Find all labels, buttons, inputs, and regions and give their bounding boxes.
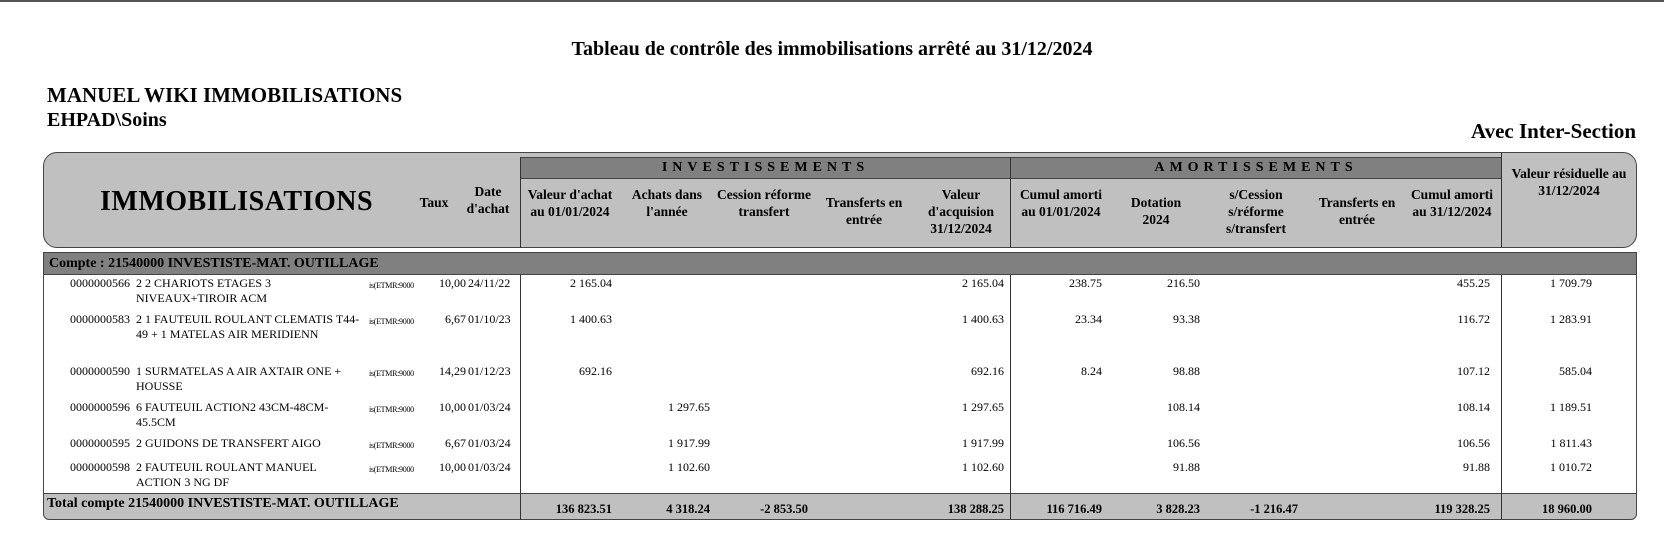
col-taux: Taux	[419, 195, 449, 210]
cell-cumul-debut: 238.75	[1069, 276, 1102, 290]
cell-date: 01/10/23	[468, 312, 511, 326]
company-name: MANUEL WIKI IMMOBILISATIONS	[47, 83, 403, 107]
cell-libelle: 2 FAUTEUIL ROULANT MANUEL ACTION 3 NG DF	[136, 460, 317, 489]
section-name: EHPAD\Soins	[47, 109, 167, 131]
cell-dotation: 98.88	[1173, 364, 1200, 378]
divider	[1010, 157, 1011, 248]
divider	[1010, 275, 1011, 493]
divider	[520, 493, 521, 520]
cell-dotation: 106.56	[1167, 436, 1200, 450]
cell-residuelle: 585.04	[1559, 364, 1592, 378]
divider	[520, 157, 521, 248]
cell-valeur-acq: 1 917.99	[962, 436, 1004, 450]
cell-cumul-fin: 91.88	[1463, 460, 1490, 474]
cell-cumul-fin: 455.25	[1457, 276, 1490, 290]
divider	[520, 275, 521, 493]
cell-code: 0000000583	[70, 312, 130, 326]
amortissements-band: AMORTISSEMENTS	[1011, 157, 1501, 179]
col-cumul-fin: Cumul amorti au 31/12/2024	[1410, 187, 1494, 219]
col-achats: Achats dans l'année	[631, 187, 703, 219]
top-border	[0, 0, 1664, 2]
cell-date: 01/12/23	[468, 364, 511, 378]
cell-libelle: 2 GUIDONS DE TRANSFERT AIGO	[136, 436, 321, 450]
cell-achats: 1 917.99	[668, 436, 710, 450]
account-header: Compte : 21540000 INVESTISTE-MAT. OUTILLAGE	[43, 252, 1637, 275]
cell-residuelle: 1 709.79	[1550, 276, 1592, 290]
cell-cumul-fin: 107.12	[1457, 364, 1490, 378]
col-valeur-acquisition: Valeur d'acquision 31/12/2024	[927, 187, 995, 236]
cell-dotation: 91.88	[1173, 460, 1200, 474]
total-valeur-residuelle: 18 960.00	[1542, 502, 1592, 516]
cell-method: is(ETMR:9000	[369, 405, 414, 414]
cell-cumul-debut: 23.34	[1075, 312, 1102, 326]
col-valeur-residuelle: Valeur résiduelle au 31/12/2024	[1511, 166, 1627, 198]
cell-libelle: 1 SURMATELAS A AIR AXTAIR ONE + HOUSSE	[136, 364, 342, 393]
cell-taux: 10,00	[439, 276, 466, 290]
total-valeur-acquisition: 138 288.25	[947, 502, 1004, 516]
cell-cumul-debut: 8.24	[1081, 364, 1102, 378]
cell-taux: 10,00	[439, 400, 466, 414]
cell-dotation: 93.38	[1173, 312, 1200, 326]
cell-valeur-acq: 1 102.60	[962, 460, 1004, 474]
inter-section-label: Avec Inter-Section	[1470, 119, 1636, 143]
cell-valeur-achat: 1 400.63	[570, 312, 612, 326]
divider	[1501, 493, 1502, 520]
cell-taux: 6,67	[445, 436, 466, 450]
total-s-cession: -1 216.47	[1250, 502, 1298, 516]
cell-residuelle: 1 283.91	[1550, 312, 1592, 326]
cell-achats: 1 102.60	[668, 460, 710, 474]
cell-taux: 6,67	[445, 312, 466, 326]
cell-valeur-acq: 1 297.65	[962, 400, 1004, 414]
cell-method: is(ETMR:9000	[369, 369, 414, 378]
cell-taux: 10,00	[439, 460, 466, 474]
cell-libelle: 2 1 FAUTEUIL ROULANT CLEMATIS T44-49 + 1 MATELAS AIR MERIDIENN	[136, 312, 360, 341]
cell-method: is(ETMR:9000	[369, 317, 414, 326]
cell-cumul-fin: 116.72	[1457, 312, 1490, 326]
cell-residuelle: 1 010.72	[1550, 460, 1592, 474]
cell-taux: 14,29	[439, 364, 466, 378]
cell-valeur-acq: 2 165.04	[962, 276, 1004, 290]
cell-method: is(ETMR:9000	[369, 441, 414, 450]
divider	[1501, 275, 1502, 493]
cell-code: 0000000596	[70, 400, 130, 414]
total-cession: -2 853.50	[760, 502, 808, 516]
cell-dotation: 108.14	[1167, 400, 1200, 414]
cell-residuelle: 1 189.51	[1550, 400, 1592, 414]
cell-libelle: 6 FAUTEUIL ACTION2 43CM-48CM-45.5CM	[136, 400, 329, 429]
immobilisations-heading: IMMOBILISATIONS	[100, 186, 374, 217]
cell-code: 0000000595	[70, 436, 130, 450]
col-transferts-inv: Transferts en entrée	[825, 195, 903, 227]
cell-date: 01/03/24	[468, 460, 511, 474]
total-label: Total compte 21540000 INVESTISTE-MAT. OUTILLAGE	[47, 496, 399, 511]
cell-cumul-fin: 106.56	[1457, 436, 1490, 450]
divider	[1501, 152, 1502, 248]
col-transferts-amort: Transferts en entrée	[1318, 195, 1396, 227]
cell-residuelle: 1 811.43	[1550, 436, 1592, 450]
total-cumul-debut: 116 716.49	[1046, 502, 1102, 516]
col-date-achat: Date d'achat	[466, 184, 510, 216]
report-title: Tableau de contrôle des immobilisations arrêté au 31/12/2024	[571, 38, 1093, 60]
col-cumul-debut: Cumul amorti au 01/01/2024	[1019, 187, 1103, 219]
total-valeur-achat: 136 823.51	[555, 502, 612, 516]
investissements-band: INVESTISSEMENTS	[521, 157, 1010, 179]
cell-code: 0000000598	[70, 460, 130, 474]
col-dotation: Dotation 2024	[1130, 195, 1182, 227]
cell-valeur-acq: 1 400.63	[962, 312, 1004, 326]
cell-valeur-achat: 692.16	[579, 364, 612, 378]
total-dotation: 3 828.23	[1156, 502, 1200, 516]
cell-achats: 1 297.65	[668, 400, 710, 414]
col-cession-inv: Cession réforme transfert	[716, 187, 812, 219]
divider	[1010, 493, 1011, 520]
cell-method: is(ETMR:9000	[369, 465, 414, 474]
col-valeur-achat: Valeur d'achat au 01/01/2024	[527, 187, 613, 219]
cell-date: 01/03/24	[468, 436, 511, 450]
cell-libelle: 2 2 CHARIOTS ETAGES 3 NIVEAUX+TIROIR ACM	[136, 276, 272, 305]
cell-cumul-fin: 108.14	[1457, 400, 1490, 414]
cell-dotation: 216.50	[1167, 276, 1200, 290]
col-s-cession: s/Cession s/réforme s/transfert	[1226, 187, 1286, 236]
cell-date: 01/03/24	[468, 400, 511, 414]
cell-method: is(ETMR:9000	[369, 281, 414, 290]
cell-valeur-acq: 692.16	[971, 364, 1004, 378]
total-achats: 4 318.24	[666, 502, 710, 516]
cell-date: 24/11/22	[468, 276, 511, 290]
total-cumul-fin: 119 328.25	[1434, 502, 1490, 516]
cell-valeur-achat: 2 165.04	[570, 276, 612, 290]
cell-code: 0000000590	[70, 364, 130, 378]
cell-code: 0000000566	[70, 276, 130, 290]
